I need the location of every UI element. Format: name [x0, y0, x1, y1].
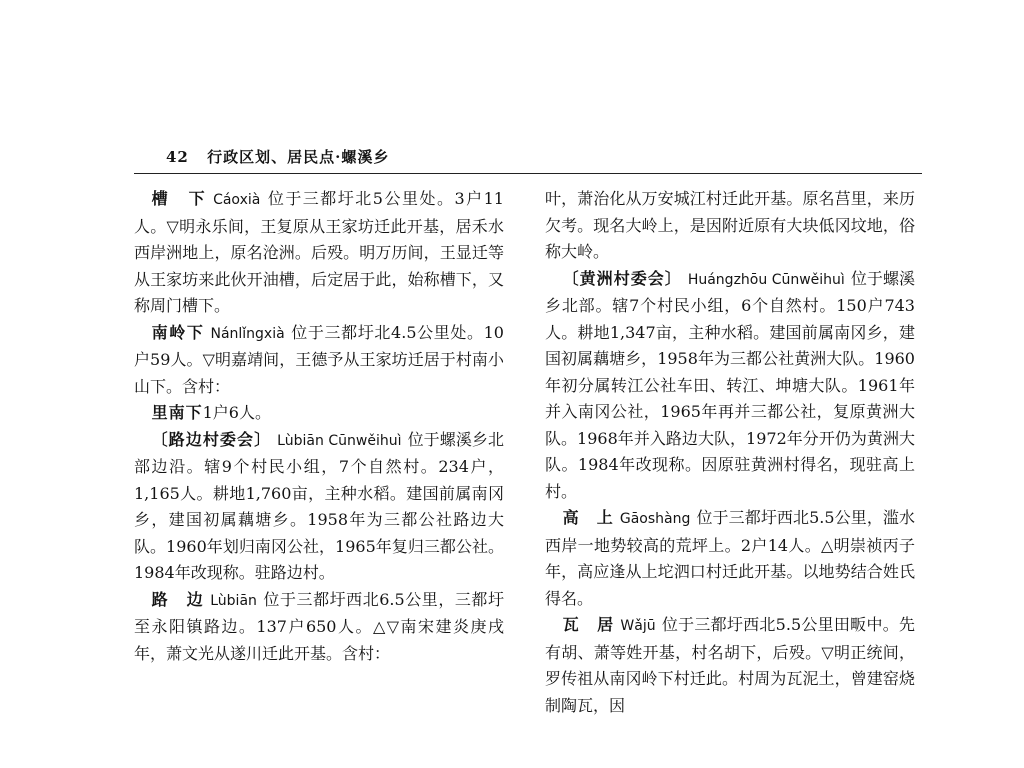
- entry-body: 螺溪乡北部边沿。辖9个村民小组，7个自然村。234户，1,165人。耕地1,760亩，主种水稻。建国前属南冈乡，建国初属藕塘乡。1958年为三都公社路边大队。1960年划归南冈公社，1965年复归三都公社。1984年改现称。驻路边村。: [134, 429, 504, 582]
- entry-body: 处。3户11人。▽明永乐间，王复原从王家坊迁此开基，居禾水西岸洲地上，原名沧洲。后殁。明万历间，王显迁等从王家坊来此伙开油槽，后定居于此，始称槽下，又称周门槽下。: [134, 189, 504, 315]
- entry-lead: 位于三都圩西北6.5公: [262, 589, 422, 609]
- gazetteer-entry: [545, 266, 915, 506]
- entry-pinyin: Nánlǐngxià: [210, 325, 285, 342]
- entry-term: 高 上: [562, 508, 614, 527]
- entry-pinyin: Gāoshàng: [619, 511, 691, 527]
- left-column: [134, 186, 504, 667]
- entry-term: 〔黄洲村委会〕: [562, 268, 682, 288]
- gazetteer-entry: [134, 186, 504, 320]
- entry-pinyin: Wǎjū: [620, 618, 656, 634]
- entry-body: 叶，萧治化从万安城江村迁此开基。原名莒里，来历欠考。现名大岭上，是因附近原有大块低冈坟地，俗称大岭。: [545, 189, 915, 261]
- entry-lead: 位: [850, 268, 867, 288]
- entry-term: 瓦 居: [562, 615, 615, 634]
- page-header: [166, 146, 389, 167]
- header-rule: [134, 173, 922, 174]
- gazetteer-entry: [545, 186, 915, 266]
- entry-pinyin: Lùbiān: [210, 592, 257, 609]
- entry-lead: 位于: [407, 429, 440, 449]
- gazetteer-entry: [545, 612, 915, 719]
- entry-lead: 位于三都圩西北5.5: [696, 508, 835, 527]
- entry-lead: 位于三都圩西北5.5公里: [661, 615, 834, 634]
- page-number: 42: [166, 148, 189, 166]
- entry-pinyin: Cáoxià: [213, 192, 261, 208]
- entry-body: 里，三都圩至永阳镇路边。137户650人。△▽南宋建炎庚戌年，萧文光从遂川迁此开基。含村：: [134, 589, 504, 663]
- entry-term: 〔路边村委会〕: [151, 429, 272, 449]
- entry-lead: 位于三都圩北4.5公: [290, 322, 434, 342]
- gazetteer-entry: [134, 587, 504, 668]
- entry-body: 公里，滥水西岸一地势较高的荒坪上。2户14人。△明崇祯丙子年，高应逢从上坨泗口村迁此开基。以地势结合姓氏得名。: [545, 508, 915, 608]
- right-column: [545, 186, 915, 719]
- entry-body: 田畈中。先有胡、萧等姓开基，村名胡下，后殁。▽明正统间，罗传祖从南冈岭下村迁此。村周为瓦泥土，曾建窑烧制陶瓦，因: [545, 615, 915, 715]
- gazetteer-entry: [134, 400, 504, 427]
- gazetteer-entry: [134, 427, 504, 587]
- entry-term: 里南下: [151, 403, 203, 422]
- entry-term: 槽 下: [151, 189, 208, 208]
- entry-lead: 1户6人。: [202, 403, 271, 422]
- entry-body: 于螺溪乡北部。辖7个村民小组，6个自然村。150户743人。耕地1,347亩，主种水稻。建国前属南冈乡，建国初属藕塘乡，1958年为三都公社黄洲大队。1960年初分属转江公社车田、转江、坤塘大队。1961年并入南冈公社，1965年再并三都公社，复原黄洲大队。1968年并入路边大队，1972年分开仍为黄洲大队。1984年改现称。因原驻黄洲村得名，现驻高上村。: [545, 268, 915, 501]
- entry-pinyin: Lùbiān Cūnwěihuì: [277, 432, 402, 449]
- gazetteer-entry: [134, 320, 504, 401]
- gazetteer-entry: [545, 505, 915, 612]
- entry-body: 里处。10户59人。▽明嘉靖间，王德予从王家坊迁居于村南小山下。含村：: [134, 322, 504, 396]
- entry-lead: 位于三都圩北5公里: [266, 189, 420, 208]
- entry-pinyin: Huángzhōu Cūnwěihuì: [687, 271, 845, 288]
- running-title: 行政区划、居民点·螺溪乡: [207, 148, 390, 166]
- entry-term: 路 边: [151, 589, 205, 609]
- entry-term: 南岭下: [151, 322, 205, 342]
